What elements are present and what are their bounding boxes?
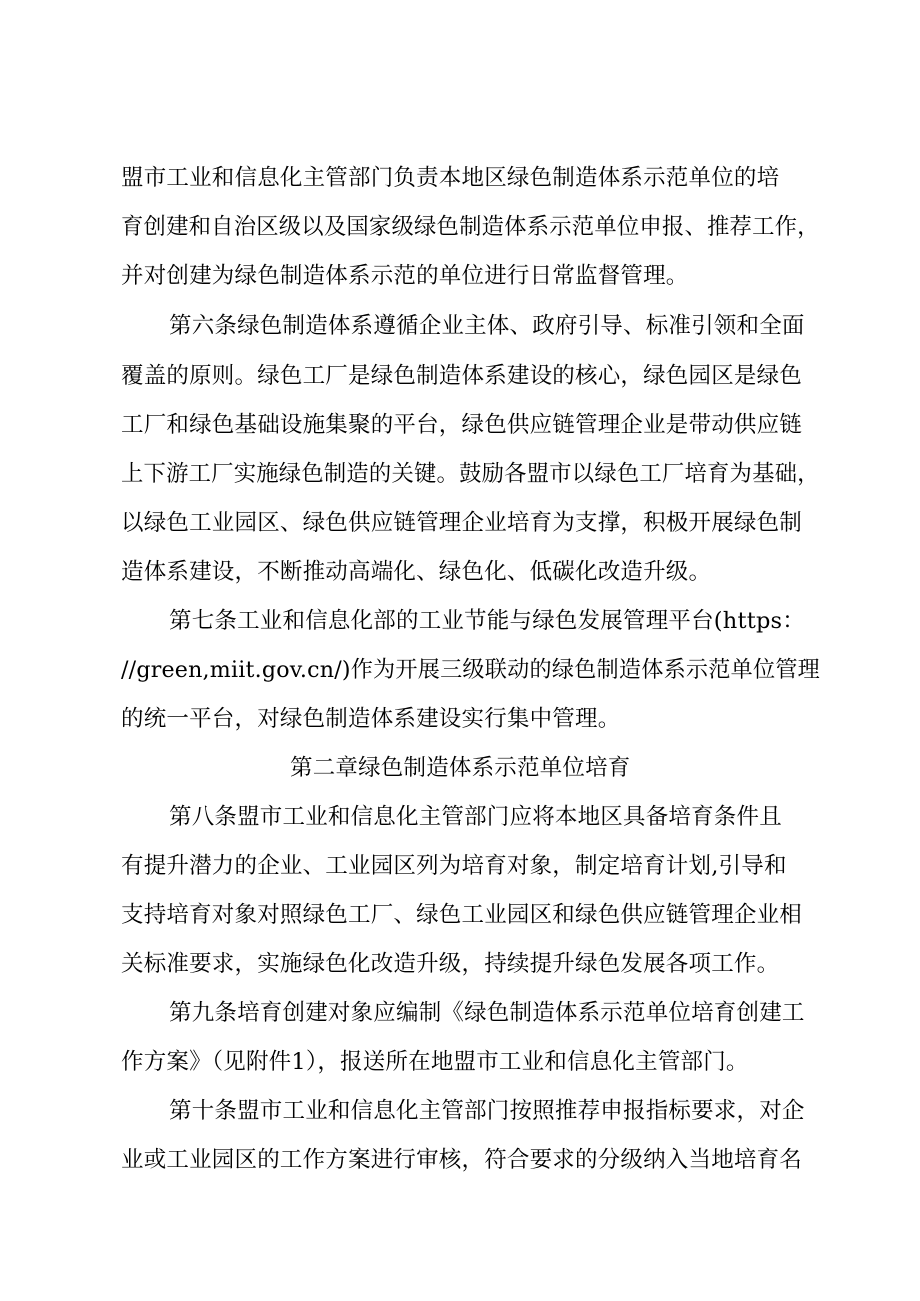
article-6-line: 覆盖的原则。绿色工厂是绿色制造体系建设的核心，绿色园区是绿色 xyxy=(121,363,803,389)
article-6-line: 造体系建设，不断推动高端化、绿色化、低碳化改造升级。 xyxy=(121,559,712,585)
article-9-line: 作方案》（见附件1），报送所在地盟市工业和信息化主管部门。 xyxy=(121,1049,749,1075)
article-7-line: 的统一平台，对绿色制造体系建设实行集中管理。 xyxy=(121,706,621,732)
article-7-first-line: 第七条工业和信息化部的工业节能与绿色发展管理平台(https： xyxy=(169,608,806,634)
article-9-first-line: 第九条培育创建对象应编制《绿色制造体系示范单位培育创建工 xyxy=(169,1000,805,1026)
article-6-line: 以绿色工业园区、绿色供应链管理企业培育为支撑，积极开展绿色制 xyxy=(121,510,803,536)
article-10-first-line: 第十条盟市工业和信息化主管部门按照推荐申报指标要求，对企 xyxy=(169,1098,805,1124)
paragraph-continuation-line: 育创建和自治区级以及国家级绿色制造体系示范单位申报、推荐工作， xyxy=(121,214,820,240)
article-6-line: 上下游工厂实施绿色制造的关键。鼓励各盟市以绿色工厂培育为基础， xyxy=(121,461,820,487)
article-8-first-line: 第八条盟市工业和信息化主管部门应将本地区具备培育条件且 xyxy=(169,804,782,830)
article-6-line: 工厂和绿色基础设施集聚的平台，绿色供应链管理企业是带动供应链 xyxy=(121,412,803,438)
chapter-heading: 第二章绿色制造体系示范单位培育 xyxy=(290,755,631,781)
paragraph-continuation-line: 盟市工业和信息化主管部门负责本地区绿色制造体系示范单位的培 xyxy=(121,165,780,191)
article-6-first-line: 第六条绿色制造体系遵循企业主体、政府引导、标准引领和全面 xyxy=(169,313,805,339)
article-8-line: 支持培育对象对照绿色工厂、绿色工业园区和绿色供应链管理企业相 xyxy=(121,902,803,928)
article-10-line: 业或工业园区的工作方案进行审核，符合要求的分级纳入当地培育名 xyxy=(121,1147,803,1173)
paragraph-continuation-line: 并对创建为绿色制造体系示范的单位进行日常监督管理。 xyxy=(121,263,689,289)
article-8-line: 关标准要求，实施绿色化改造升级，持续提升绿色发展各项工作。 xyxy=(121,951,780,977)
article-8-line: 有提升潜力的企业、工业园区列为培育对象，制定培育计划,引导和 xyxy=(121,853,787,879)
article-7-line: //green,miit.gov.cn/)作为开展三级联动的绿色制造体系示范单位管理 xyxy=(121,657,821,683)
